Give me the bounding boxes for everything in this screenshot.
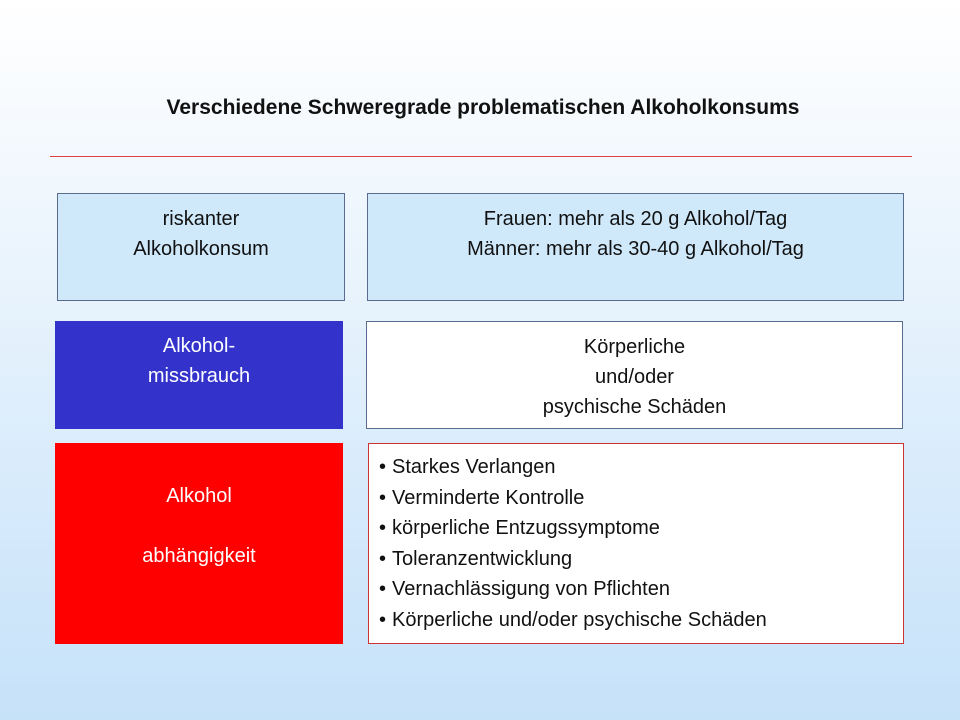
label-line: abhängigkeit xyxy=(142,545,256,567)
label-abhaengigkeit xyxy=(55,443,343,644)
list-item xyxy=(379,574,903,605)
bullet-icon: • xyxy=(379,578,387,600)
label-line: riskanter xyxy=(162,208,240,230)
description-missbrauch xyxy=(366,321,903,429)
label-missbrauch xyxy=(55,321,343,429)
label-line: Alkoholkonsum xyxy=(133,238,269,260)
list-item xyxy=(379,513,903,544)
label-spacer xyxy=(55,511,343,541)
label-riskanter-konsum xyxy=(57,193,345,301)
criteria-list-box xyxy=(368,443,904,644)
list-item xyxy=(379,544,903,575)
list-item xyxy=(379,483,903,514)
bullet-icon: • xyxy=(379,517,387,539)
label-line: Alkohol- xyxy=(162,335,236,357)
bullet-icon: • xyxy=(379,486,387,509)
list-item xyxy=(379,452,903,483)
description-line: Männer: mehr als 30-40 g Alkohol/Tag xyxy=(467,238,804,260)
bullet-icon: • xyxy=(379,456,387,478)
criteria-list xyxy=(379,452,903,635)
description-riskanter-konsum xyxy=(367,193,904,301)
criterion-text: Toleranzentwicklung xyxy=(392,547,573,570)
description-line: Frauen: mehr als 20 g Alkohol/Tag xyxy=(483,208,788,230)
label-line: missbrauch xyxy=(147,365,251,387)
criterion-text: Starkes Verlangen xyxy=(392,456,556,478)
criterion-text: Vernachlässigung von Pflichten xyxy=(392,578,670,600)
criterion-text: Verminderte Kontrolle xyxy=(392,486,585,509)
title-divider xyxy=(50,156,912,157)
bullet-icon: • xyxy=(379,608,387,631)
description-line: Körperliche xyxy=(583,336,686,358)
slide-title: Verschiedene Schweregrade problematischen Alkoholkonsums xyxy=(166,96,800,119)
description-line: psychische Schäden xyxy=(542,396,727,418)
list-item xyxy=(379,605,903,636)
label-line: Alkohol xyxy=(166,485,232,507)
criterion-text: Körperliche und/oder psychische Schäden xyxy=(392,608,767,631)
bullet-icon: • xyxy=(379,547,387,570)
criterion-text: körperliche Entzugssymptome xyxy=(392,517,660,539)
description-line: und/oder xyxy=(595,366,674,388)
